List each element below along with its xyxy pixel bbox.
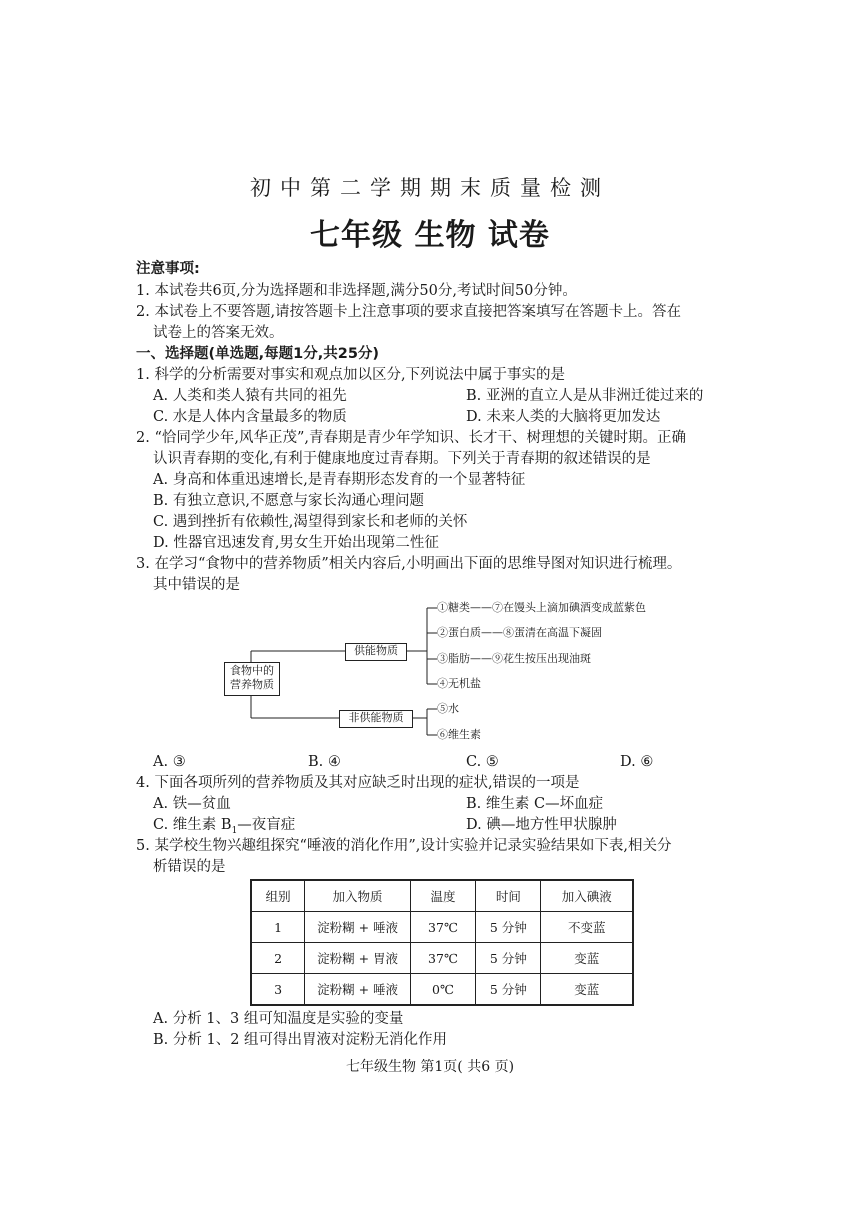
table-row	[251, 974, 633, 1006]
table-cell: 0℃	[410, 974, 475, 1006]
q2-option-c: C. 遇到挫折有依赖性,渴望得到家长和老师的关怀	[153, 514, 468, 530]
q4-option-c-sub: 1	[231, 825, 238, 836]
q5-stem-1: 5. 某学校生物兴趣组探究“唾液的消化作用”,设计实验并记录实验结果如下表,相关分	[136, 838, 672, 854]
q5-option-b: B. 分析 1、2 组可得出胃液对淀粉无消化作用	[153, 1032, 448, 1048]
q3-option-b: B. ④	[308, 754, 341, 770]
q5-option-a: A. 分析 1、3 组可知温度是实验的变量	[153, 1011, 404, 1027]
q2-stem-2: 认识青春期的变化,有利于健康地度过青春期。下列关于青春期的叙述错误的是	[153, 451, 651, 467]
table-header-cell: 加入物质	[305, 880, 411, 912]
q3-option-a: A. ③	[153, 754, 186, 770]
table-header-cell: 温度	[410, 880, 475, 912]
experiment-table	[250, 879, 634, 1006]
notice-item-1: 1. 本试卷共6页,分为选择题和非选择题,满分50分,考试时间50分钟。	[136, 283, 577, 299]
table-cell: 淀粉糊 + 胃液	[305, 943, 411, 974]
q2-option-d: D. 性器官迅速发育,男女生开始出现第二性征	[153, 535, 439, 551]
exam-subtitle: 初中第二学期期末质量检测	[250, 176, 610, 200]
table-cell: 37℃	[410, 943, 475, 974]
q4-option-b: B. 维生素 C—坏血症	[466, 796, 604, 812]
table-cell: 不变蓝	[541, 912, 633, 943]
mind-map-leaf-5: ⑤水	[437, 702, 459, 715]
table-cell: 1	[251, 912, 305, 943]
mind-map-branch-energy: 供能物质	[345, 643, 407, 661]
notice-item-2: 2. 本试卷上不要答题,请按答题卡上注意事项的要求直接把答案填写在答题卡上。答在	[136, 304, 682, 320]
mind-map-connectors	[215, 600, 675, 745]
mind-map-root-line2: 营养物质	[230, 678, 274, 691]
mind-map-root	[224, 662, 280, 696]
q5-stem-2: 析错误的是	[153, 859, 226, 875]
q3-option-d: D. ⑥	[620, 754, 654, 770]
table-cell: 37℃	[410, 912, 475, 943]
mind-map-leaf-4: ④无机盐	[437, 677, 481, 690]
table-row	[251, 912, 633, 943]
page-footer: 七年级生物 第1页( 共6 页)	[345, 1059, 515, 1075]
q4-option-c-pre: C. 维生素 B	[153, 817, 232, 833]
table-header-cell: 时间	[476, 880, 541, 912]
mind-map	[215, 600, 675, 745]
q4-option-c-post: —夜盲症	[237, 817, 296, 833]
section-heading: 一、选择题(单选题,每题1分,共25分)	[136, 346, 380, 362]
table-cell: 3	[251, 974, 305, 1006]
q3-stem-2: 其中错误的是	[153, 577, 240, 593]
table-header-cell: 组别	[251, 880, 305, 912]
q4-stem: 4. 下面各项所列的营养物质及其对应缺乏时出现的症状,错误的一项是	[136, 775, 580, 791]
q1-option-a: A. 人类和类人猿有共同的祖先	[153, 388, 347, 404]
q3-stem-1: 3. 在学习“食物中的营养物质”相关内容后,小明画出下面的思维导图对知识进行梳理。	[136, 556, 682, 572]
q1-option-b: B. 亚洲的直立人是从非洲迁徙过来的	[466, 388, 704, 404]
table-header-row	[251, 880, 633, 912]
mind-map-leaf-6: ⑥维生素	[437, 728, 481, 741]
table-cell: 变蓝	[541, 943, 633, 974]
table-header-cell: 加入碘液	[541, 880, 633, 912]
table-row	[251, 943, 633, 974]
table-cell: 淀粉糊 + 唾液	[305, 912, 411, 943]
q1-option-c: C. 水是人体内含量最多的物质	[153, 409, 347, 425]
notice-item-2-cont: 试卷上的答案无效。	[153, 325, 284, 341]
q2-option-b: B. 有独立意识,不愿意与家长沟通心理问题	[153, 493, 424, 509]
notice-heading: 注意事项:	[136, 261, 200, 277]
q3-option-c: C. ⑤	[466, 754, 499, 770]
q1-option-d: D. 未来人类的大脑将更加发达	[466, 409, 661, 425]
q1-stem: 1. 科学的分析需要对事实和观点加以区分,下列说法中属于事实的是	[136, 367, 566, 383]
exam-title: 七年级 生物 试卷	[310, 218, 550, 253]
q4-option-d: D. 碘—地方性甲状腺肿	[466, 817, 617, 833]
table-cell: 5 分钟	[476, 912, 541, 943]
mind-map-leaf-1: ①糖类——⑦在馒头上滴加碘酒变成蓝紫色	[437, 601, 646, 614]
mind-map-leaf-3: ③脂肪——⑨花生按压出现油斑	[437, 652, 591, 665]
q2-stem-1: 2. “恰同学少年,风华正茂”,青春期是青少年学知识、长才干、树理想的关键时期。正确	[136, 430, 686, 446]
q2-option-a: A. 身高和体重迅速增长,是青春期形态发育的一个显著特征	[153, 472, 526, 488]
mind-map-root-line1: 食物中的	[230, 664, 274, 677]
mind-map-leaf-2: ②蛋白质——⑧蛋清在高温下凝固	[437, 626, 602, 639]
table-cell: 淀粉糊 + 唾液	[305, 974, 411, 1006]
table-cell: 5 分钟	[476, 974, 541, 1006]
table-cell: 5 分钟	[476, 943, 541, 974]
q4-option-a: A. 铁—贫血	[153, 796, 231, 812]
mind-map-branch-nonenergy: 非供能物质	[339, 710, 413, 728]
table-cell: 2	[251, 943, 305, 974]
table-cell: 变蓝	[541, 974, 633, 1006]
